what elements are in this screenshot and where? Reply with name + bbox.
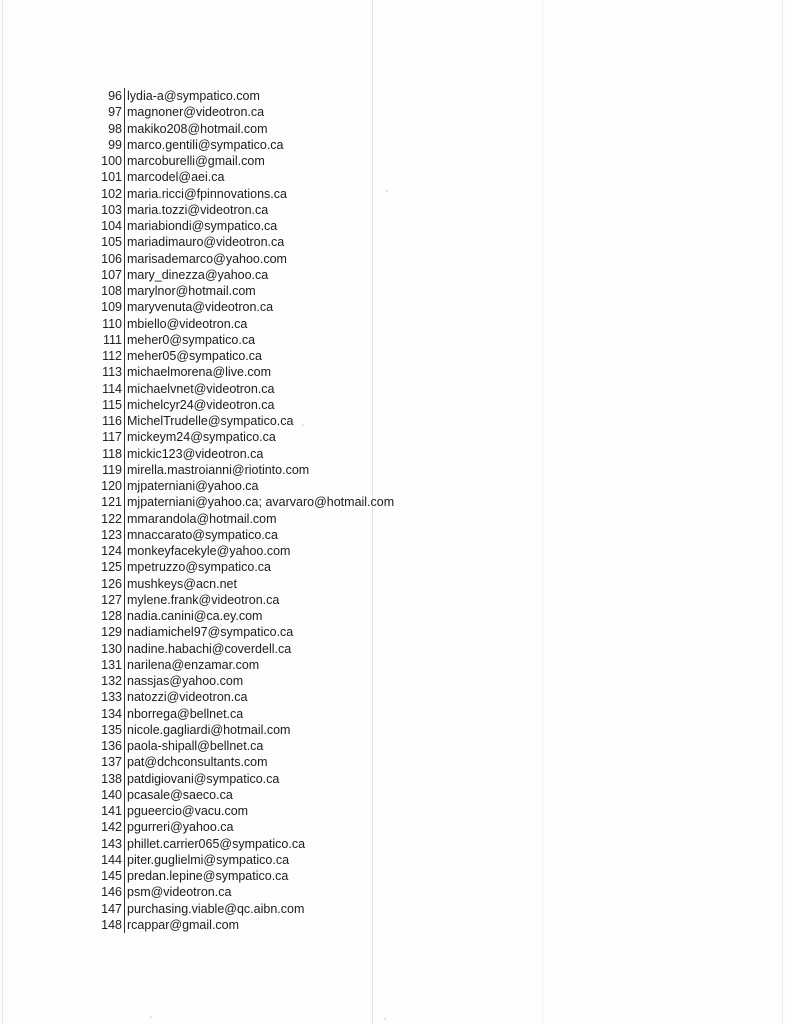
list-item	[96, 641, 426, 657]
email-address: michaelvnet@videotron.ca	[127, 381, 275, 396]
email-address: makiko208@hotmail.com	[127, 121, 268, 136]
list-item	[96, 901, 426, 917]
list-item	[96, 364, 426, 380]
row-number: 102	[96, 186, 125, 202]
list-item	[96, 738, 426, 754]
list-item	[96, 608, 426, 624]
list-item	[96, 836, 426, 852]
list-item	[96, 316, 426, 332]
row-number: 103	[96, 202, 125, 218]
list-item	[96, 381, 426, 397]
email-list	[96, 88, 426, 933]
email-address: meher0@sympatico.ca	[127, 332, 256, 347]
email-address: predan.lepine@sympatico.ca	[127, 869, 289, 883]
row-number: 133	[96, 689, 125, 705]
email-address: paola-shipall@bellnet.ca	[127, 739, 264, 753]
email-address: natozzi@videotron.ca	[127, 690, 248, 705]
faint-grid-line	[542, 0, 543, 1024]
email-address: mary_dinezza@yahoo.ca	[127, 267, 269, 282]
row-number: 145	[96, 868, 125, 884]
list-item	[96, 852, 426, 868]
email-address: nadiamichel97@sympatico.ca	[127, 625, 294, 640]
row-number: 121	[96, 494, 125, 510]
email-address: mjpaterniani@yahoo.ca; avarvaro@hotmail.com	[127, 495, 395, 510]
list-item	[96, 267, 426, 283]
row-number: 99	[96, 137, 125, 153]
row-number: 140	[96, 787, 125, 803]
email-address: pcasale@saeco.ca	[127, 787, 233, 802]
email-address: lydia-a@sympatico.com	[127, 89, 260, 103]
row-number: 146	[96, 884, 125, 900]
page-edge-line-right	[782, 0, 783, 1024]
list-item	[96, 478, 426, 494]
email-address: michaelmorena@live.com	[127, 365, 271, 380]
row-number: 115	[96, 397, 125, 413]
email-address: nadine.habachi@coverdell.ca	[127, 641, 292, 656]
email-address: mjpaterniani@yahoo.ca	[127, 479, 259, 493]
list-item	[96, 673, 426, 689]
list-item	[96, 917, 426, 933]
list-item	[96, 137, 426, 153]
email-address: maria.tozzi@videotron.ca	[127, 202, 269, 217]
list-item	[96, 332, 426, 348]
email-address: psm@videotron.ca	[127, 885, 232, 900]
row-number: 114	[96, 381, 125, 397]
list-item	[96, 819, 426, 835]
row-number: 109	[96, 299, 125, 315]
email-address: patdigiovani@sympatico.ca	[127, 771, 280, 786]
list-item	[96, 527, 426, 543]
email-address: mickic123@videotron.ca	[127, 446, 264, 461]
row-number: 112	[96, 348, 125, 364]
list-item	[96, 511, 426, 527]
email-address: nassjas@yahoo.com	[127, 674, 244, 688]
row-number: 104	[96, 218, 125, 234]
email-address: marisademarco@yahoo.com	[127, 251, 287, 266]
list-item	[96, 234, 426, 250]
row-number: 107	[96, 267, 125, 283]
row-number: 138	[96, 771, 125, 787]
row-number: 110	[96, 316, 125, 332]
row-number: 128	[96, 608, 125, 624]
list-item	[96, 446, 426, 462]
list-item	[96, 576, 426, 592]
row-number: 123	[96, 527, 125, 543]
list-item	[96, 202, 426, 218]
email-address: pgurreri@yahoo.ca	[127, 820, 234, 835]
list-item	[96, 868, 426, 884]
email-address: marcoburelli@gmail.com	[127, 154, 265, 168]
row-number: 142	[96, 819, 125, 835]
list-item	[96, 722, 426, 738]
email-address: mmarandola@hotmail.com	[127, 511, 277, 526]
email-address: purchasing.viable@qc.aibn.com	[127, 901, 305, 916]
row-number: 147	[96, 901, 125, 917]
row-number: 134	[96, 706, 125, 722]
row-number: 132	[96, 673, 125, 689]
list-item	[96, 543, 426, 559]
list-item	[96, 689, 426, 705]
row-number: 108	[96, 283, 125, 299]
email-address: nborrega@bellnet.ca	[127, 706, 244, 721]
email-address: narilena@enzamar.com	[127, 657, 260, 672]
row-number: 96	[96, 88, 125, 104]
email-address: mylene.frank@videotron.ca	[127, 592, 280, 607]
list-item	[96, 348, 426, 364]
email-address: nicole.gagliardi@hotmail.com	[127, 722, 291, 737]
row-number: 100	[96, 153, 125, 169]
row-number: 111	[96, 332, 125, 348]
row-number: 130	[96, 641, 125, 657]
list-item	[96, 413, 426, 429]
email-address: mirella.mastroianni@riotinto.com	[127, 462, 310, 477]
list-item	[96, 803, 426, 819]
list-item	[96, 283, 426, 299]
row-number: 125	[96, 559, 125, 575]
list-item	[96, 771, 426, 787]
row-number: 135	[96, 722, 125, 738]
email-address: mnaccarato@sympatico.ca	[127, 527, 278, 542]
email-address: maria.ricci@fpinnovations.ca	[127, 186, 287, 201]
row-number: 122	[96, 511, 125, 527]
list-item	[96, 559, 426, 575]
email-address: mariabiondi@sympatico.ca	[127, 219, 278, 233]
row-number: 144	[96, 852, 125, 868]
row-number: 118	[96, 446, 125, 462]
list-item	[96, 787, 426, 803]
row-number: 117	[96, 429, 125, 445]
email-address: pgueercio@vacu.com	[127, 804, 249, 818]
email-address: monkeyfacekyle@yahoo.com	[127, 544, 291, 558]
row-number: 148	[96, 917, 125, 933]
list-item	[96, 104, 426, 120]
row-number: 119	[96, 462, 125, 478]
email-address: mickeym24@sympatico.ca	[127, 430, 276, 445]
email-address: nadia.canini@ca.ey.com	[127, 609, 263, 623]
list-item	[96, 299, 426, 315]
page-edge-line	[2, 0, 3, 1024]
list-item	[96, 397, 426, 413]
row-number: 98	[96, 121, 125, 137]
email-address: piter.guglielmi@sympatico.ca	[127, 852, 290, 867]
list-item	[96, 624, 426, 640]
row-number: 97	[96, 104, 125, 120]
list-item	[96, 884, 426, 900]
row-number: 129	[96, 624, 125, 640]
row-number: 143	[96, 836, 125, 852]
list-item	[96, 494, 426, 510]
row-number: 127	[96, 592, 125, 608]
email-address: maryvenuta@videotron.ca	[127, 300, 274, 315]
scan-speck	[384, 1018, 386, 1020]
email-address: MichelTrudelle@sympatico.ca	[127, 414, 294, 428]
row-number: 106	[96, 251, 125, 267]
list-item	[96, 657, 426, 673]
email-address: marylnor@hotmail.com	[127, 284, 256, 298]
list-item	[96, 754, 426, 770]
list-item	[96, 186, 426, 202]
row-number: 126	[96, 576, 125, 592]
list-item	[96, 153, 426, 169]
email-address: mushkeys@acn.net	[127, 576, 237, 591]
list-item	[96, 706, 426, 722]
row-number: 137	[96, 754, 125, 770]
list-item	[96, 251, 426, 267]
email-address: michelcyr24@videotron.ca	[127, 397, 275, 412]
scan-speck	[150, 1016, 152, 1018]
email-address: phillet.carrier065@sympatico.ca	[127, 836, 306, 851]
list-item	[96, 429, 426, 445]
row-number: 101	[96, 169, 125, 185]
row-number: 141	[96, 803, 125, 819]
row-number: 105	[96, 234, 125, 250]
email-address: marco.gentili@sympatico.ca	[127, 137, 284, 152]
row-number: 120	[96, 478, 125, 494]
list-item	[96, 462, 426, 478]
email-address: pat@dchconsultants.com	[127, 755, 268, 770]
list-item	[96, 169, 426, 185]
row-number: 131	[96, 657, 125, 673]
email-address: rcappar@gmail.com	[127, 917, 240, 932]
row-number: 136	[96, 738, 125, 754]
row-number: 124	[96, 543, 125, 559]
email-address: meher05@sympatico.ca	[127, 349, 262, 363]
email-address: mpetruzzo@sympatico.ca	[127, 560, 271, 575]
row-number: 113	[96, 364, 125, 380]
email-address: mariadimauro@videotron.ca	[127, 235, 285, 250]
email-address: magnoner@videotron.ca	[127, 105, 265, 120]
email-address: marcodel@aei.ca	[127, 170, 225, 185]
row-number: 116	[96, 413, 125, 429]
list-item	[96, 218, 426, 234]
email-address: mbiello@videotron.ca	[127, 316, 248, 331]
list-item	[96, 121, 426, 137]
list-item	[96, 88, 426, 104]
list-item	[96, 592, 426, 608]
